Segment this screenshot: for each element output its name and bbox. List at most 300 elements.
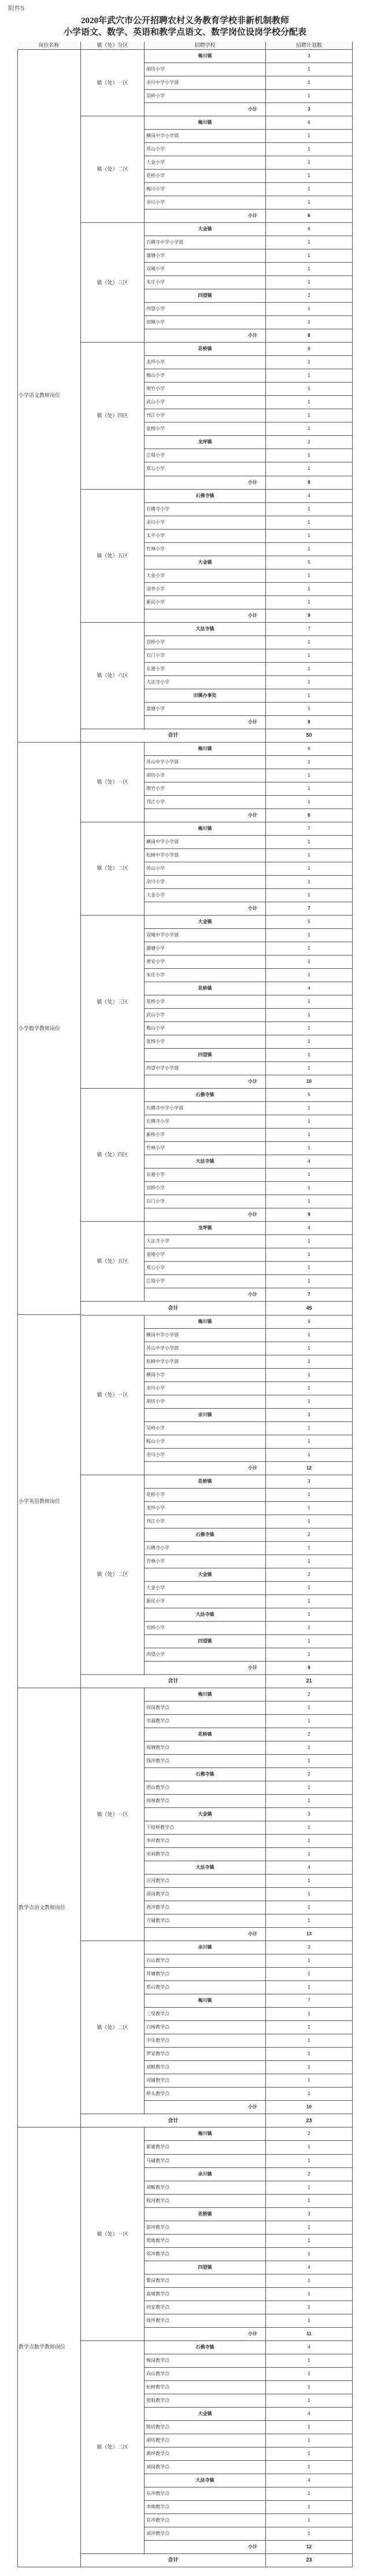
school-count: 1 xyxy=(266,2061,353,2074)
town-name: 大法寺镇 xyxy=(145,1608,266,1622)
town-count: 8 xyxy=(266,343,353,356)
school-name: 胡坊教学点 xyxy=(145,2434,266,2448)
town-name: 龙坪镇 xyxy=(145,436,266,449)
town-count: 3 xyxy=(266,1475,353,1489)
town-name: 余川镇 xyxy=(145,1409,266,1422)
school-name: 苏山中学小学部 xyxy=(145,1342,266,1355)
school-name: 东港小学 xyxy=(145,1168,266,1182)
subtotal-count: 12 xyxy=(266,1462,353,1475)
town-count: 4 xyxy=(266,1155,353,1168)
town-count: 5 xyxy=(266,556,353,569)
school-name: 桥头教学点 xyxy=(145,2088,266,2101)
town-count: 4 xyxy=(266,2261,353,2274)
school-count: 1 xyxy=(266,1502,353,1515)
town-count: 2 xyxy=(266,436,353,449)
town-count: 6 xyxy=(266,743,353,756)
school-count: 1 xyxy=(266,1248,353,1262)
school-name: 刘粮教学点 xyxy=(145,2061,266,2074)
school-count: 1 xyxy=(266,530,353,543)
school-count: 1 xyxy=(266,1582,353,1595)
town-name: 石佛寺镇 xyxy=(145,1528,266,1542)
school-count: 1 xyxy=(266,422,353,436)
school-name: 江堤小学 xyxy=(145,1275,266,1288)
school-count: 1 xyxy=(266,1888,353,1901)
town-count: 3 xyxy=(266,2208,353,2221)
town-name: 梅川镇 xyxy=(145,1315,266,1329)
town-name: 花桥镇 xyxy=(145,2208,266,2221)
town-count: 4 xyxy=(266,1861,353,1875)
school-count: 1 xyxy=(266,1542,353,1555)
school-count: 1 xyxy=(266,2008,353,2021)
subtotal-label: 小计 xyxy=(145,716,266,729)
school-count: 1 xyxy=(266,2381,353,2394)
school-count: 1 xyxy=(266,969,353,982)
school-count: 1 xyxy=(266,596,353,609)
school-name: 横岗中学小学部 xyxy=(145,130,266,143)
school-count: 1 xyxy=(266,1369,353,1382)
zone-label: 镇（处）二区 xyxy=(81,1941,145,2114)
school-count: 1 xyxy=(266,183,353,196)
school-name: 竹林小学 xyxy=(145,1142,266,1155)
total-label: 合计 xyxy=(81,729,266,743)
zone-label: 镇（处）四区 xyxy=(81,343,145,489)
town-name: 四望镇 xyxy=(145,2261,266,2274)
school-count: 1 xyxy=(266,796,353,809)
school-count: 1 xyxy=(266,1142,353,1155)
school-count: 1 xyxy=(266,1275,353,1288)
zone-label: 镇（处）六区 xyxy=(81,623,145,729)
school-name: 向山教学点 xyxy=(145,2368,266,2381)
school-name: 吴岭小学 xyxy=(145,90,266,103)
school-name: 蒲塘小学 xyxy=(145,942,266,956)
school-count: 1 xyxy=(266,782,353,796)
school-name: 垅坪教学点 xyxy=(145,2314,266,2328)
school-name: 新民小学 xyxy=(145,596,266,609)
school-name: 余川小学 xyxy=(145,1449,266,1462)
school-count: 1 xyxy=(266,942,353,956)
school-name: 朱庄小学 xyxy=(145,276,266,289)
school-name: 大金小学 xyxy=(145,889,266,902)
school-name: 刘畈教学点 xyxy=(145,2181,266,2195)
school-count: 1 xyxy=(266,1329,353,1342)
school-count: 1 xyxy=(266,1954,353,1968)
school-name: 竹林小学 xyxy=(145,543,266,556)
school-count: 1 xyxy=(266,1395,353,1409)
position-name: 小学语文教师岗位 xyxy=(17,50,81,743)
subtotal-label: 小计 xyxy=(145,1075,266,1089)
school-name: 官冲教学点 xyxy=(145,2514,266,2527)
town-count: 6 xyxy=(266,116,353,130)
school-name: 何林教学点 xyxy=(145,1795,266,1808)
school-name: 花桥小学 xyxy=(145,170,266,183)
school-name: 松树中学小学部 xyxy=(145,849,266,862)
school-count: 1 xyxy=(266,1781,353,1795)
school-count: 1 xyxy=(266,2195,353,2208)
school-name: 松树教学点 xyxy=(145,2381,266,2394)
subtotal-count: 6 xyxy=(266,809,353,822)
school-count: 1 xyxy=(266,383,353,396)
school-count: 1 xyxy=(266,1755,353,1768)
school-name: 张榜小学 xyxy=(145,422,266,436)
school-count: 1 xyxy=(266,196,353,210)
school-count: 1 xyxy=(266,2248,353,2261)
total-count: 23 xyxy=(266,2114,353,2127)
subtotal-count: 7 xyxy=(266,1288,353,1302)
school-count: 1 xyxy=(266,2021,353,2034)
school-name: 龙坪小学 xyxy=(145,356,266,369)
school-name: 龙坪小学 xyxy=(145,1502,266,1515)
school-name: 张咀教学点 xyxy=(145,2394,266,2408)
subtotal-label: 小计 xyxy=(145,210,266,223)
town-count: 3 xyxy=(266,50,353,63)
school-count: 1 xyxy=(266,2354,353,2368)
school-name: 团山教学点 xyxy=(145,1781,266,1795)
school-name: 李祥教学点 xyxy=(145,1835,266,1848)
town-name: 花桥镇 xyxy=(145,343,266,356)
school-count: 1 xyxy=(266,303,353,316)
school-name: 河铺教学点 xyxy=(145,2074,266,2088)
allocation-table xyxy=(17,42,353,2567)
town-name: 梅川镇 xyxy=(145,116,266,130)
subtotal-count: 6 xyxy=(266,210,353,223)
school-count: 1 xyxy=(266,769,353,782)
school-name: 石门小学 xyxy=(145,649,266,663)
school-count: 1 xyxy=(266,1622,353,1635)
school-name: 蒲塘小学 xyxy=(145,249,266,263)
school-count: 1 xyxy=(266,503,353,516)
school-name: 汪河教学点 xyxy=(145,1875,266,1888)
school-count: 1 xyxy=(266,2368,353,2381)
school-count: 1 xyxy=(266,649,353,663)
school-count: 1 xyxy=(266,2034,353,2048)
town-name: 梅川镇 xyxy=(145,822,266,836)
subtotal-label: 小计 xyxy=(145,809,266,822)
school-count: 1 xyxy=(266,995,353,1009)
school-count: 1 xyxy=(266,1262,353,1275)
town-count: 9 xyxy=(266,1315,353,1329)
town-count: 2 xyxy=(266,2168,353,2181)
school-name: 何岗教学点 xyxy=(145,1702,266,1715)
school-count: 1 xyxy=(266,1102,353,1115)
school-count: 1 xyxy=(266,1382,353,1395)
school-count: 1 xyxy=(266,2487,353,2501)
zone-label: 镇（处）二区 xyxy=(81,1475,145,1675)
school-name: 荆竹小学 xyxy=(145,383,266,396)
subtotal-label: 小计 xyxy=(145,609,266,623)
town-count: 1 xyxy=(266,689,353,703)
school-name: 三里教学点 xyxy=(145,2008,266,2021)
school-name: 横岗中学小学部 xyxy=(145,836,266,849)
town-name: 石佛寺镇 xyxy=(145,2341,266,2354)
school-name: 邓冲教学点 xyxy=(145,2248,266,2261)
town-count: 2 xyxy=(266,1728,353,1741)
school-count: 1 xyxy=(266,1648,353,1662)
school-name: 余川小学 xyxy=(145,196,266,210)
school-count: 1 xyxy=(266,1821,353,1835)
zone-label: 镇（处）二区 xyxy=(81,822,145,916)
school-count: 1 xyxy=(266,1835,353,1848)
school-name: 金刚小学 xyxy=(145,1248,266,1262)
school-count: 1 xyxy=(266,1702,353,1715)
school-name: 梅山小学 xyxy=(145,369,266,383)
school-count: 1 xyxy=(266,249,353,263)
school-name: 高坡教学点 xyxy=(145,2288,266,2301)
school-count: 1 xyxy=(266,356,353,369)
school-name: 太平小学 xyxy=(145,530,266,543)
school-name: 程山小学 xyxy=(145,1435,266,1449)
school-count: 1 xyxy=(266,516,353,530)
town-name: 大金镇 xyxy=(145,1808,266,1821)
school-name: 苏塘教学点 xyxy=(145,1968,266,1981)
school-count: 1 xyxy=(266,676,353,689)
school-name: 石佛寺中学小学部 xyxy=(145,236,266,249)
school-count: 1 xyxy=(266,569,353,583)
school-count: 1 xyxy=(266,1009,353,1022)
school-count: 1 xyxy=(266,583,353,596)
school-count: 1 xyxy=(266,409,353,422)
school-name: 松树中学小学部 xyxy=(145,1355,266,1369)
town-name: 大法寺镇 xyxy=(145,1155,266,1168)
school-name: 余川小学 xyxy=(145,1382,266,1395)
subtotal-label: 小计 xyxy=(145,2328,266,2341)
school-name: 苏山小学 xyxy=(145,143,266,156)
school-name: 梅川小学 xyxy=(145,183,266,196)
position-name: 小学英语教师岗位 xyxy=(17,1315,81,1688)
subtotal-count: 8 xyxy=(266,716,353,729)
school-name: 余川小学 xyxy=(145,516,266,530)
subtotal-count: 13 xyxy=(266,1928,353,1941)
school-count: 1 xyxy=(266,396,353,409)
town-count: 4 xyxy=(266,2341,353,2354)
town-name: 大法寺镇 xyxy=(145,2474,266,2487)
school-name: 石佛寺小学 xyxy=(145,1542,266,1555)
school-name: 横岗小学 xyxy=(145,1369,266,1382)
school-count: 1 xyxy=(266,1449,353,1462)
school-name: 新建教学点 xyxy=(145,2141,266,2154)
zone-label: 镇（处）一区 xyxy=(81,50,145,116)
school-count: 1 xyxy=(266,1182,353,1195)
school-count: 1 xyxy=(266,663,353,676)
school-name: 罗家教学点 xyxy=(145,2048,266,2061)
school-name: 刊江小学 xyxy=(145,409,266,422)
school-count: 1 xyxy=(266,2514,353,2527)
school-count: 1 xyxy=(266,2235,353,2248)
town-name: 大金镇 xyxy=(145,223,266,236)
school-count: 1 xyxy=(266,1129,353,1142)
school-count: 1 xyxy=(266,2314,353,2328)
school-name: 何家教学点 xyxy=(145,2301,266,2314)
subtotal-label: 小计 xyxy=(145,1462,266,1475)
school-name: 盘塘小学 xyxy=(145,703,266,716)
school-count: 1 xyxy=(266,76,353,90)
school-count: 1 xyxy=(266,1555,353,1568)
town-name: 梅川镇 xyxy=(145,743,266,756)
school-count: 1 xyxy=(266,2501,353,2514)
school-count: 1 xyxy=(266,1595,353,1608)
town-count: 4 xyxy=(266,490,353,503)
school-count: 1 xyxy=(266,1342,353,1355)
school-count: 1 xyxy=(266,1115,353,1129)
school-name: 郑坳教学点 xyxy=(145,2235,266,2248)
town-name: 花桥镇 xyxy=(145,1728,266,1741)
school-name: 张榜小学 xyxy=(145,1035,266,1049)
zone-label: 镇（处）三区 xyxy=(81,916,145,1089)
total-label: 合计 xyxy=(81,1302,266,1315)
town-name: 余川镇 xyxy=(145,1941,266,1954)
school-count: 1 xyxy=(266,889,353,902)
town-count: 7 xyxy=(266,623,353,636)
school-name: 白杨教学点 xyxy=(145,2021,266,2034)
school-count: 1 xyxy=(266,1901,353,1914)
town-name: 龙坪镇 xyxy=(145,1222,266,1235)
school-count: 1 xyxy=(266,1168,353,1182)
school-count: 1 xyxy=(266,2274,353,2288)
school-count: 1 xyxy=(266,849,353,862)
school-name: 胡坊小学 xyxy=(145,63,266,76)
school-name: 刘岗教学点 xyxy=(145,2461,266,2474)
town-count: 5 xyxy=(266,916,353,929)
town-name: 四望镇 xyxy=(145,1049,266,1062)
school-name: 幸福教学点 xyxy=(145,1715,266,1728)
school-name: 胡坊小学 xyxy=(145,1395,266,1409)
subtotal-count: 7 xyxy=(266,902,353,916)
school-count: 1 xyxy=(266,862,353,876)
total-count: 50 xyxy=(266,729,353,743)
school-count: 1 xyxy=(266,1914,353,1928)
school-name: 武山小学 xyxy=(145,396,266,409)
zone-label: 镇（处）一区 xyxy=(81,743,145,822)
school-name: 黎岗教学点 xyxy=(145,2274,266,2288)
school-count: 1 xyxy=(266,276,353,289)
town-count: 1 xyxy=(266,1635,353,1648)
school-name: 大金小学 xyxy=(145,1582,266,1595)
school-count: 1 xyxy=(266,1062,353,1075)
school-name: 江堤小学 xyxy=(145,449,266,462)
school-count: 1 xyxy=(266,2141,353,2154)
school-name: 钱冲教学点 xyxy=(145,1755,266,1768)
subtotal-count: 9 xyxy=(266,609,353,623)
school-count: 1 xyxy=(266,462,353,476)
school-name: 刊江小学 xyxy=(145,796,266,809)
school-count: 1 xyxy=(266,1981,353,1994)
town-name: 大金镇 xyxy=(145,916,266,929)
school-count: 1 xyxy=(266,929,353,942)
zone-label: 镇（处）五区 xyxy=(81,490,145,623)
town-count: 4 xyxy=(266,2474,353,2487)
school-count: 1 xyxy=(266,2394,353,2408)
school-name: 石山教学点 xyxy=(145,1954,266,1968)
town-count: 3 xyxy=(266,1808,353,1821)
subtotal-label: 小计 xyxy=(145,329,266,343)
town-name: 梅川镇 xyxy=(145,2127,266,2141)
total-label: 合计 xyxy=(81,2554,266,2567)
school-name: 大金小学 xyxy=(145,569,266,583)
subtotal-count: 8 xyxy=(266,476,353,490)
school-name: 程河教学点 xyxy=(145,2195,266,2208)
school-name: 石佛寺中学小学部 xyxy=(145,1102,266,1115)
column-header: 岗位名称 xyxy=(17,42,81,50)
school-count: 1 xyxy=(266,956,353,969)
subtotal-label: 小计 xyxy=(145,902,266,916)
subtotal-label: 小计 xyxy=(145,1928,266,1941)
school-count: 1 xyxy=(266,1741,353,1755)
school-count: 1 xyxy=(266,543,353,556)
position-name: 教学点语文教师岗位 xyxy=(17,1688,81,2128)
town-name: 四望镇 xyxy=(145,289,266,303)
town-name: 花桥镇 xyxy=(145,982,266,995)
school-name: 横岗中学小学部 xyxy=(145,1329,266,1342)
title-line-1: 2020年武穴市公开招聘农村义务教育学校非新机制教师 xyxy=(80,16,289,25)
school-count: 1 xyxy=(266,1195,353,1208)
town-count: 3 xyxy=(266,1409,353,1422)
town-name: 大金镇 xyxy=(145,2408,266,2421)
school-name: 梅岗教学点 xyxy=(145,2354,266,2368)
school-name: 双城小学 xyxy=(145,263,266,276)
school-name: 官桥小学 xyxy=(145,636,266,649)
school-count: 1 xyxy=(266,143,353,156)
annex-label: 附件5 xyxy=(8,5,25,12)
school-name: 石门小学 xyxy=(145,1195,266,1208)
school-name: 徐冲教学点 xyxy=(145,2221,266,2235)
position-name: 小学数学教师岗位 xyxy=(17,743,81,1315)
school-count: 1 xyxy=(266,369,353,383)
school-name: 东港小学 xyxy=(145,663,266,676)
town-count: 2 xyxy=(266,1528,353,1542)
school-count: 1 xyxy=(266,636,353,649)
total-count: 23 xyxy=(266,2554,353,2567)
school-count: 1 xyxy=(266,449,353,462)
school-name: 官桥小学 xyxy=(145,1622,266,1635)
subtotal-count: 9 xyxy=(266,1208,353,1222)
school-name: 雨岗教学点 xyxy=(145,1888,266,1901)
subtotal-label: 小计 xyxy=(145,2541,266,2554)
school-name: 石佛寺小学 xyxy=(145,1115,266,1129)
town-name: 石佛寺镇 xyxy=(145,490,266,503)
school-name: 刊江小学 xyxy=(145,1515,266,1528)
town-name: 梅川镇 xyxy=(145,1994,266,2008)
school-name: 西冲教学点 xyxy=(145,1901,266,1914)
school-count: 1 xyxy=(266,1235,353,1248)
total-label: 合计 xyxy=(81,1675,266,1688)
school-count: 1 xyxy=(266,263,353,276)
school-count: 1 xyxy=(266,1875,353,1888)
subtotal-label: 小计 xyxy=(145,2101,266,2114)
subtotal-label: 小计 xyxy=(145,1208,266,1222)
school-count: 1 xyxy=(266,703,353,716)
town-name: 大法寺镇 xyxy=(145,623,266,636)
school-name: 荆竹小学 xyxy=(145,782,266,796)
town-count: 2 xyxy=(266,289,353,303)
school-count: 1 xyxy=(266,2074,353,2088)
zone-label: 镇（处）五区 xyxy=(81,1222,145,1302)
school-count: 1 xyxy=(266,1035,353,1049)
school-name: 方铺教学点 xyxy=(145,1914,266,1928)
school-name: 大法寺小学 xyxy=(145,1235,266,1248)
school-name: 普安小学 xyxy=(145,956,266,969)
school-count: 1 xyxy=(266,2461,353,2474)
school-count: 1 xyxy=(266,2434,353,2448)
school-name: 黄坪教学点 xyxy=(145,2448,266,2461)
town-name: 梅川镇 xyxy=(145,50,266,63)
school-count: 1 xyxy=(266,756,353,769)
school-count: 1 xyxy=(266,876,353,889)
school-count: 1 xyxy=(266,2048,353,2061)
town-count: 1 xyxy=(266,1608,353,1622)
zone-label: 镇（处）二区 xyxy=(81,2341,145,2554)
school-name: 石佛寺小学 xyxy=(145,503,266,516)
school-name: 大法寺小学 xyxy=(145,676,266,689)
school-count: 1 xyxy=(266,1515,353,1528)
